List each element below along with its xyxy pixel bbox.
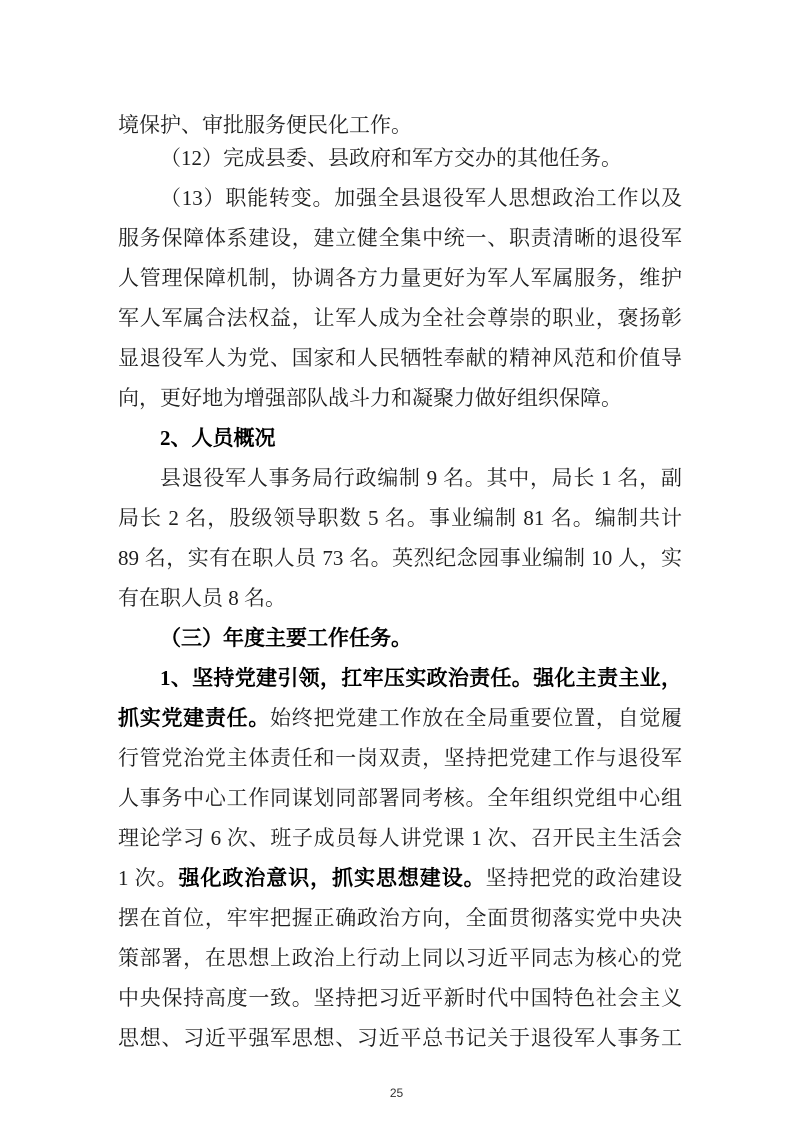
- bold-text-run: 2、人员概况: [160, 426, 276, 450]
- text-run: （13）职能转变。加强全县退役军人思想政治工作以及: [160, 186, 682, 210]
- text-run: 坚持把党的政治建设: [485, 866, 683, 890]
- text-run: 思想、习近平强军思想、习近平总书记关于退役军人事务工: [118, 1026, 682, 1050]
- text-run: 89 名，实有在职人员 73 名。英烈纪念园事业编制 10 人，实: [118, 546, 682, 570]
- text-line: [118, 538, 682, 578]
- text-run: 境保护、审批服务便民化工作。: [118, 113, 412, 137]
- bold-text-run: 抓实党建责任。: [118, 706, 271, 730]
- text-run: 有在职人员 8 名。: [118, 586, 286, 610]
- text-line: [118, 378, 682, 418]
- text-run: 县退役军人事务局行政编制 9 名。其中，局长 1 名，副: [160, 466, 682, 490]
- text-line: [118, 298, 682, 338]
- text-run: 人事务中心工作同谋划同部署同考核。全年组织党组中心组: [118, 786, 682, 810]
- text-line: [118, 818, 682, 858]
- text-run: 1 次。: [118, 866, 179, 890]
- text-line: [118, 218, 682, 258]
- text-run: 军人军属合法权益，让军人成为全社会尊崇的职业，褒扬彰: [118, 306, 682, 330]
- text-run: 人管理保障机制，协调各方力量更好为军人军属服务，维护: [118, 266, 682, 290]
- text-run: 局长 2 名，股级领导职数 5 名。事业编制 81 名。编制共计: [118, 506, 682, 530]
- text-line: [160, 658, 682, 698]
- text-line: [118, 778, 682, 818]
- text-line: [118, 1018, 682, 1058]
- text-run: 行管党治党主体责任和一岗双责，坚持把党建工作与退役军: [118, 746, 682, 770]
- text-line: [118, 698, 682, 738]
- text-line: [118, 978, 682, 1018]
- text-line: [118, 578, 682, 618]
- text-line: [160, 618, 682, 658]
- text-line: [160, 178, 682, 218]
- text-line: [118, 738, 682, 778]
- text-line: [118, 258, 682, 298]
- text-line: [118, 898, 682, 938]
- page-number: 25: [389, 1086, 404, 1100]
- text-run: 理论学习 6 次、班子成员每人讲党课 1 次、召开民主生活会: [118, 826, 682, 850]
- text-run: 摆在首位，牢牢把握正确政治方向，全面贯彻落实党中央决: [118, 906, 682, 930]
- text-run: 始终把党建工作放在全局重要位置，自觉履: [270, 706, 683, 730]
- text-run: 中央保持高度一致。坚持把习近平新时代中国特色社会主义: [118, 986, 682, 1010]
- text-line: [118, 498, 682, 538]
- text-run: 服务保障体系建设，建立健全集中统一、职责清晰的退役军: [118, 226, 682, 250]
- text-line: [118, 938, 682, 978]
- text-line: [160, 418, 682, 458]
- bold-text-run: （三）年度主要工作任务。: [160, 626, 412, 650]
- text-line: [118, 858, 682, 898]
- bold-text-run: 1、坚持党建引领，扛牢压实政治责任。强化主责主业，: [160, 666, 682, 690]
- text-run: （12）完成县委、县政府和军方交办的其他任务。: [160, 146, 622, 170]
- text-run: 向，更好地为增强部队战斗力和凝聚力做好组织保障。: [118, 386, 622, 410]
- text-run: 显退役军人为党、国家和人民牺牲奉献的精神风范和价值导: [118, 346, 682, 370]
- text-line: [118, 338, 682, 378]
- text-line: [160, 458, 682, 498]
- text-run: 策部署，在思想上政治上行动上同以习近平同志为核心的党: [118, 946, 682, 970]
- bold-text-run: 强化政治意识，抓实思想建设。: [178, 866, 486, 890]
- text-line: [160, 138, 682, 178]
